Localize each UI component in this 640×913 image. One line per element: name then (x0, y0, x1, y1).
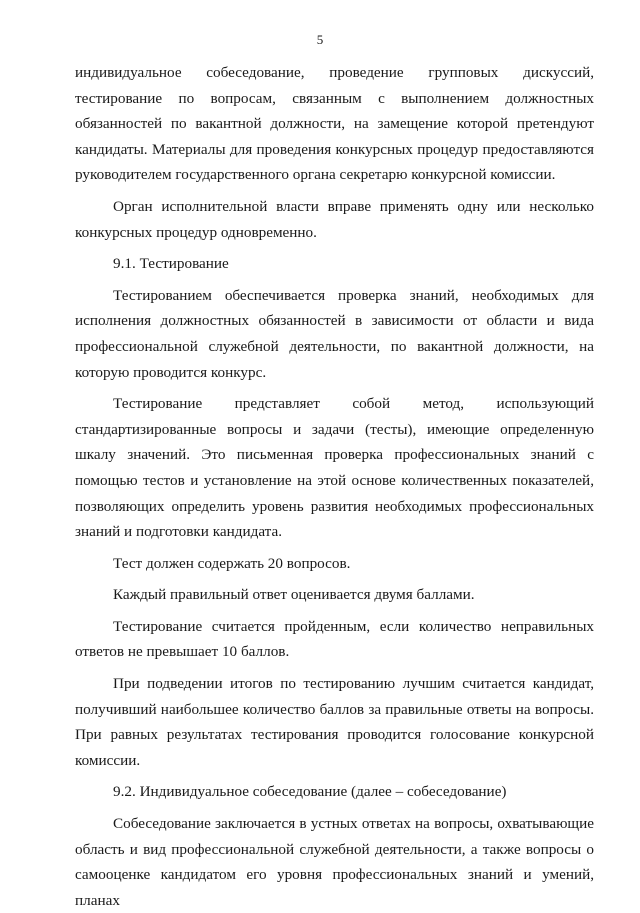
section-heading-interview: 9.2. Индивидуальное собеседование (далее – собеседование) (113, 783, 507, 801)
paragraph-testing-method: Тестирование представляет собой метод, использующий стандартизированные вопросы и задачи (тесты), имеющие определенную шкалу значений. Это письменная проверка профессиональных знаний с помощью тестов и установление на этой основе количественных показателей, позволяющих определить уровень развития необходимых профессиональных знаний и подготовки кандидата. (75, 395, 594, 541)
paragraph-testing-purpose: Тестированием обеспечивается проверка знаний, необходимых для исполнения должностных обязанностей в зависимости от области и вида профессиональной служебной деятельности, по вакантной должности, на которую проводится конкурс. (75, 286, 594, 381)
paragraph-scoring: Каждый правильный ответ оценивается двумя баллами. (113, 586, 475, 604)
section-heading-testing: 9.1. Тестирование (113, 255, 229, 273)
paragraph-test-questions: Тест должен содержать 20 вопросов. (113, 554, 351, 572)
paragraph-interview: Собеседование заключается в устных ответах на вопросы, охватывающие область и вид профессиональной служебной деятельности, а также вопросы о самооценке кандидатом его уровня профессиональных знаний и умений, планах (75, 815, 594, 909)
paragraph-pass-criteria: Тестирование считается пройденным, если количество неправильных ответов не превышает 10 баллов. (75, 617, 594, 661)
page-number: 5 (316, 32, 324, 47)
paragraph-continuation: индивидуальное собеседование, проведение групповых дискуссий, тестирование по вопросам, связанным с выполнением должностных обязанностей по вакантной должности, на замещение которой претендуют кандидаты. Материалы для проведения конкурсных процедур предоставляются руководителем государственного органа секретарю конкурсной комиссии. (75, 64, 594, 184)
paragraph-results: При подведении итогов по тестированию лучшим считается кандидат, получивший наибольшее количество баллов за правильные ответы на вопросы. При равных результатах тестирования проводится голосование конкурсной комиссии. (75, 675, 594, 769)
document-body (75, 60, 594, 913)
paragraph-procedures: Орган исполнительной власти вправе применять одну или несколько конкурсных процедур одновременно. (75, 197, 594, 241)
